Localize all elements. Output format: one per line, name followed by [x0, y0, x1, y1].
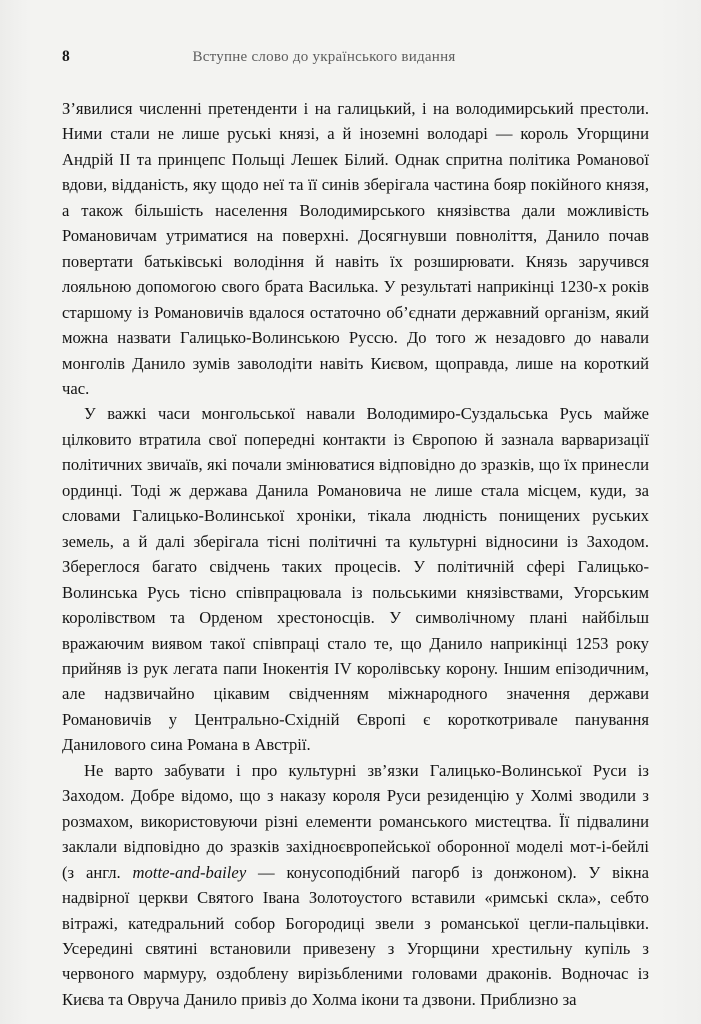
paragraph-3-text-before-term: Не варто забувати і про культурні зв’язки Галицько-Волинської Руси із Заходом. Добре відомо, що з наказу короля Руси резиденцію у Холмі зводили з розмахом, використовуючи різні елементи романського мистецтва. Її підвалини заклали відповідно до зразків західноєвропейської оборонної моделі мот-і-бейлі (з англ. — [62, 760, 649, 882]
running-head — [62, 48, 648, 70]
paragraph-1: З’явилися численні претенденти і на галицький, і на володимирський престоли. Ними стали не лише руські князі, а й іноземні володарі — король Угорщини Андрій II та принцепс Польщі Лешек Білий. Однак спритна політика Романової вдови, відданість, яку щодо неї та її синів зберігала частина бояр покійного князя, а також більшість населення Володимирського князівства дали можливість Романовичам утриматися на поверхні. Досягнувши повноліття, Данило почав повертати батьківські володіння й навіть їх розширювати. Князь заручився лояльною допомогою свого брата Василька. У результаті наприкінці 1230-х років старшому із Романовичів вдалося остаточно об’єднати державний організм, який можна назвати Галицько-Волинською Руссю. До того ж незадовго до навали монголів Данило зумів заволодіти навіть Києвом, щоправда, лише на короткий час. — [62, 99, 649, 398]
foreign-term-motte-and-bailey: motte-and-bailey — [132, 862, 247, 882]
paragraph-3-text-after-term: — конусоподібний пагорб із донжоном). У вікна надвірної церкви Святого Івана Золотоустого вставили «римські скла», себто вітражі, катедральний собор Богородиці звели з романської цегли-пальцівки. Усередині святині встановили привезену з Угорщини хрестильну купіль з червоного мармуру, оздоблену вирізьбленими головами драконів. Водночас із Києва та Овруча Данило привіз до Холма ікони та дзвони. Приблизно за — [62, 862, 649, 1009]
paragraph-2: У важкі часи монгольської навали Володимиро-Суздальська Русь майже цілковито втратила свої попередні контакти із Європою й зазнала варваризації політичних звичаїв, які почали змінюватися відповідно до зразків, що їх принесли ординці. Тоді ж держава Данила Романовича не лише стала місцем, куди, за словами Галицько-Волинської хроніки, тікала людність понищених руських земель, а й далі зберігала тісні політичні та культурні відносини із Заходом. Збереглося багато свідчень таких процесів. У політичній сфері Галицько-Волинська Русь тісно співпрацювала із польськими князівствами, Угорським королівством та Орденом хрестоносців. У символічному плані найбільш вражаючим виявом такої співпраці стало те, що Данило наприкінці 1253 року прийняв із рук легата папи Інокентія IV королівську корону. Іншим епізодичним, але надзвичайно цікавим свідченням міжнародного значення держави Романовичів у Центрально-Східній Європі є короткотривале панування Данилового сина Романа в Австрії. — [62, 404, 649, 755]
running-head-title: Вступне слово до українського видання — [192, 49, 456, 65]
body-text-block — [62, 96, 649, 1012]
paragraph-3 — [62, 758, 649, 1013]
page-number: 8 — [62, 48, 70, 65]
